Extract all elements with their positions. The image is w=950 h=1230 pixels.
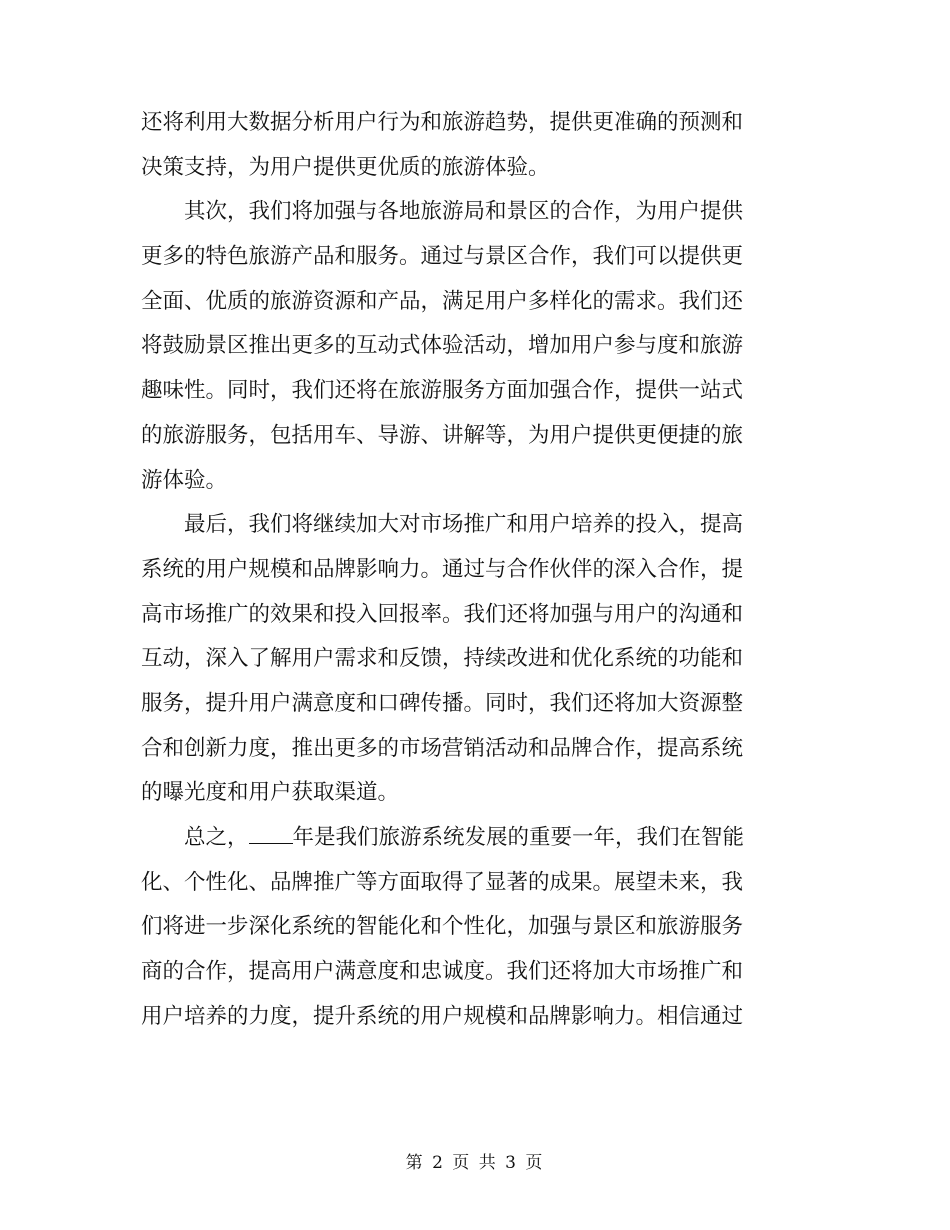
year-blank: [249, 819, 293, 844]
text-line: 全面、优质的旅游资源和产品，满足用户多样化的需求。我们还: [141, 288, 744, 314]
text-line: 服务，提升用户满意度和口碑传播。同时，我们还将加大资源整: [141, 690, 744, 716]
text-line: 的旅游服务，包括用车、导游、讲解等，为用户提供更便捷的旅: [141, 422, 744, 448]
summary-line: [141, 816, 795, 861]
text-line: 最后，我们将继续加大对市场推广和用户培养的投入，提高: [141, 512, 744, 538]
text-line: 高市场推广的效果和投入回报率。我们还将加强与用户的沟通和: [141, 601, 744, 627]
text-line: 系统的用户规模和品牌影响力。通过与合作伙伴的深入合作，提: [141, 556, 744, 582]
text-line: 更多的特色旅游产品和服务。通过与景区合作，我们可以提供更: [141, 244, 744, 270]
text-line: 将鼓励景区推出更多的互动式体验活动，增加用户参与度和旅游: [141, 333, 744, 359]
summary-suffix: 年是我们旅游系统发展的重要一年，我们在智能: [292, 825, 745, 850]
text-line: 互动，深入了解用户需求和反馈，持续改进和优化系统的功能和: [141, 646, 744, 672]
text-line: 用户培养的力度，提升系统的用户规模和品牌影响力。相信通过: [141, 1003, 744, 1029]
page-number-footer: 第 2 页 共 3 页: [405, 1153, 545, 1173]
text-line: 决策支持，为用户提供更优质的旅游体验。: [141, 154, 550, 180]
text-line: 还将利用大数据分析用户行为和旅游趋势，提供更准确的预测和: [141, 110, 744, 135]
text-line: 化、个性化、品牌推广等方面取得了显著的成果。展望未来，我: [141, 869, 744, 895]
text-line: 游体验。: [141, 467, 228, 493]
summary-prefix: 总之，: [141, 825, 249, 850]
document-body: [141, 101, 795, 1039]
text-line: 商的合作，提高用户满意度和忠诚度。我们还将加大市场推广和: [141, 959, 744, 985]
text-line: 合和创新力度，推出更多的市场营销活动和品牌合作，提高系统: [141, 735, 744, 761]
text-line: 的曝光度和用户获取渠道。: [141, 780, 400, 806]
text-line: 趣味性。同时，我们还将在旅游服务方面加强合作，提供一站式: [141, 378, 744, 404]
text-line: 们将进一步深化系统的智能化和个性化，加强与景区和旅游服务: [141, 914, 744, 940]
text-line: 其次，我们将加强与各地旅游局和景区的合作，为用户提供: [141, 199, 744, 225]
